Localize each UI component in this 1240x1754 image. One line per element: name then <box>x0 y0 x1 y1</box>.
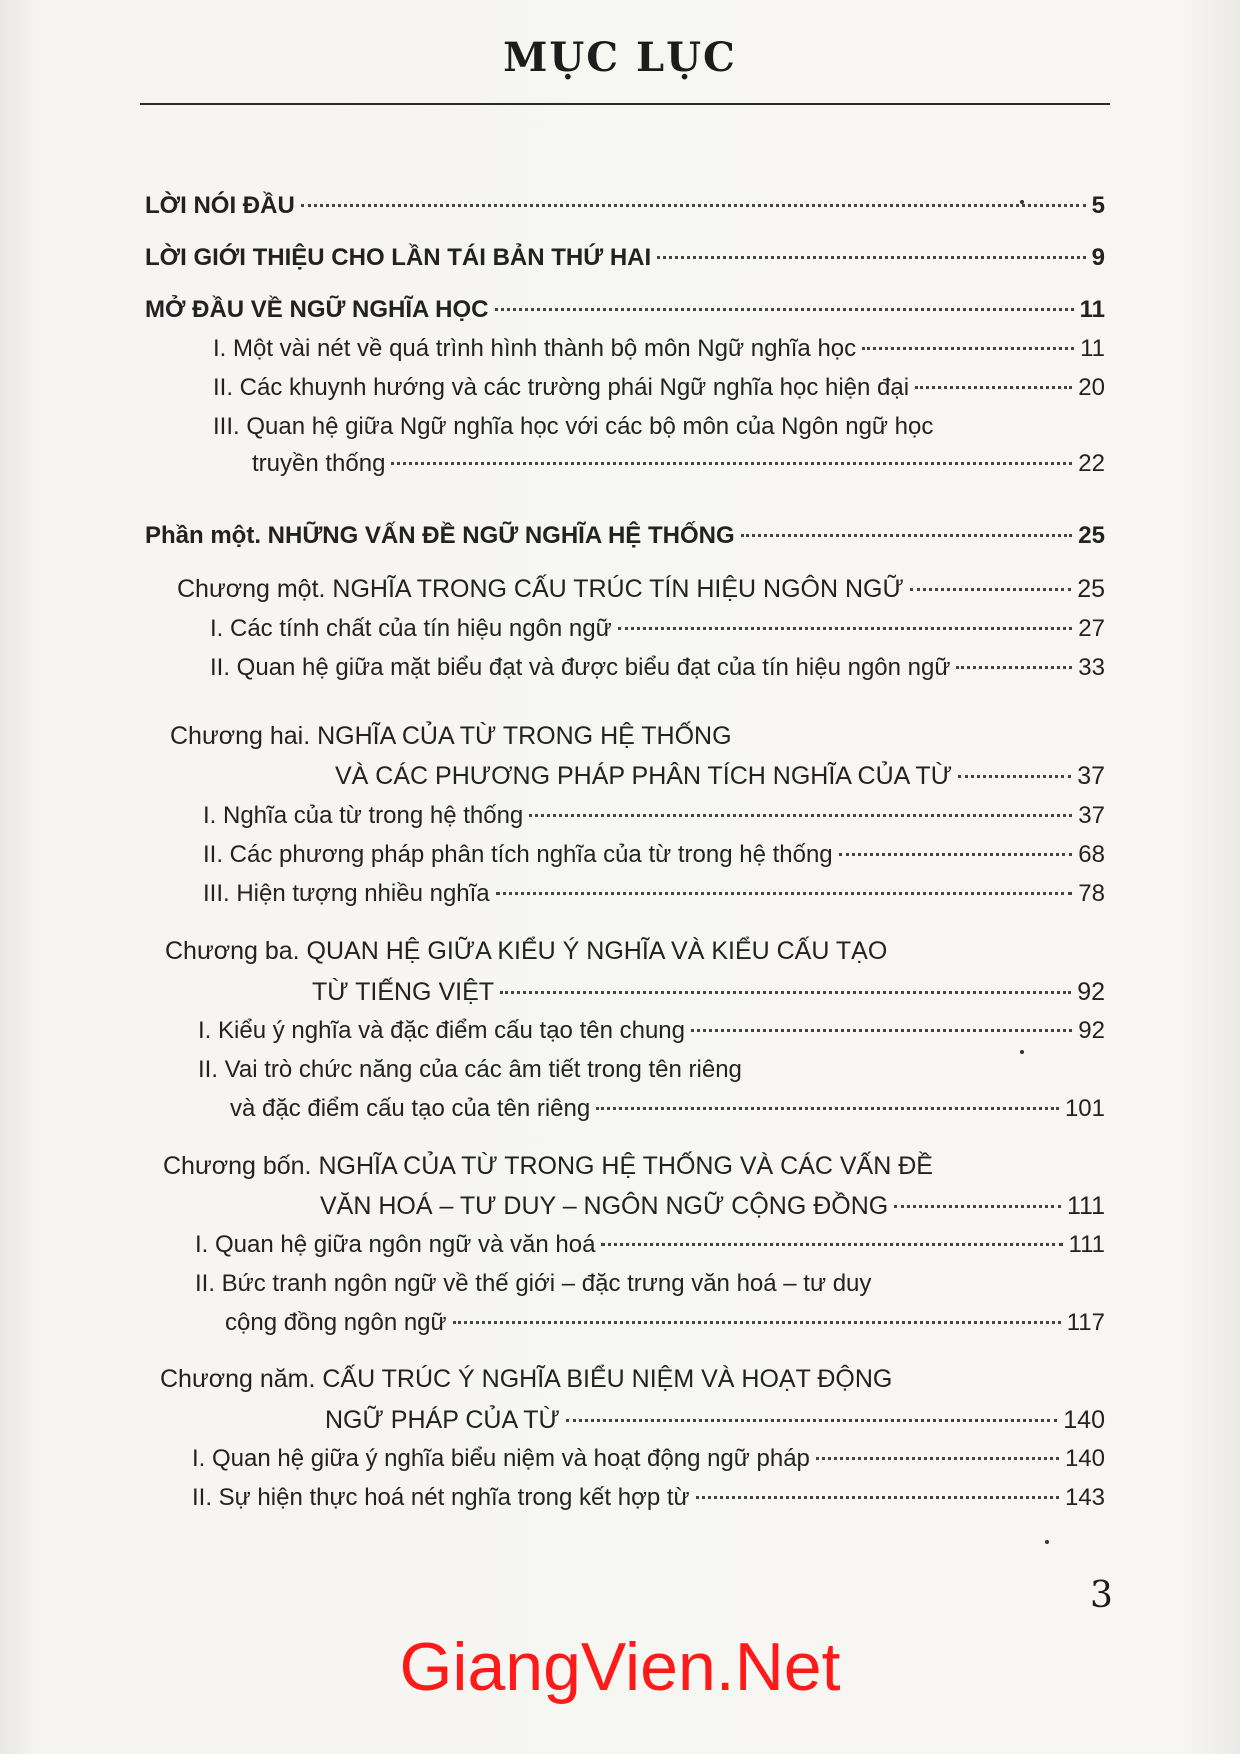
toc-entry <box>225 1309 1105 1349</box>
toc-leader <box>453 1321 1061 1324</box>
toc-leader <box>601 1243 1062 1246</box>
toc-entry-title: Chương hai. NGHĨA CỦA TỪ TRONG HỆ THỐNG <box>170 722 732 750</box>
toc-leader <box>596 1107 1059 1110</box>
toc-entry <box>203 841 1105 881</box>
toc-entry-continuation: VÀ CÁC PHƯƠNG PHÁP PHÂN TÍCH NGHĨA CỦA TỪ <box>335 762 953 790</box>
toc-entry-title: Chương năm. CẤU TRÚC Ý NGHĨA BIỂU NIỆM VÀ HOẠT ĐỘNG <box>160 1365 893 1393</box>
toc-leader <box>566 1419 1057 1422</box>
toc-page-number: 9 <box>1091 244 1105 271</box>
toc-leader <box>618 627 1073 630</box>
toc-entry-title: I. Nghĩa của từ trong hệ thống <box>203 802 524 829</box>
toc-entry-title: LỜI GIỚI THIỆU CHO LẦN TÁI BẢN THỨ HAI <box>145 244 652 271</box>
toc-entry <box>145 192 1105 232</box>
toc-page-number: 37 <box>1078 802 1105 829</box>
toc-entry-continuation: cộng đồng ngôn ngữ <box>225 1309 447 1336</box>
toc-entry-title: I. Các tính chất của tín hiệu ngôn ngữ <box>210 615 612 642</box>
toc-leader <box>500 991 1071 994</box>
toc-leader <box>657 256 1085 259</box>
toc-leader <box>741 534 1073 537</box>
toc-page-number: 11 <box>1079 296 1105 323</box>
toc-entry-title: I. Một vài nét về quá trình hình thành bộ môn Ngữ nghĩa học <box>213 335 857 362</box>
toc-leader <box>915 386 1072 389</box>
toc-page-number: 143 <box>1064 1484 1105 1511</box>
toc-entry <box>145 522 1105 562</box>
toc-entry-continuation: VĂN HOÁ – TƯ DUY – NGÔN NGỮ CỘNG ĐỒNG <box>320 1192 889 1220</box>
toc-page-number: 140 <box>1063 1406 1105 1434</box>
toc-entry <box>195 1231 1105 1271</box>
toc-entry-title: Chương một. NGHĨA TRONG CẤU TRÚC TÍN HIỆU NGÔN NGỮ <box>177 575 904 603</box>
toc-entry <box>145 296 1105 336</box>
toc-page-number: 101 <box>1064 1095 1105 1122</box>
toc-leader <box>495 308 1074 311</box>
scan-speck <box>1020 200 1024 204</box>
toc-page-number: 140 <box>1064 1445 1105 1472</box>
toc-entry-title: II. Các phương pháp phân tích nghĩa của từ trong hệ thống <box>203 841 833 868</box>
toc-entry-title: II. Vai trò chức năng của các âm tiết trong tên riêng <box>198 1056 742 1083</box>
toc-page-number: 117 <box>1066 1309 1105 1336</box>
toc-page-number: 111 <box>1068 1231 1105 1258</box>
toc-entry <box>312 978 1105 1018</box>
page-title: MỤC LỤC <box>503 34 737 81</box>
toc-entry <box>213 374 1105 414</box>
toc-page-number: 33 <box>1078 654 1105 681</box>
toc-entry-title: I. Quan hệ giữa ý nghĩa biểu niệm và hoạt động ngữ pháp <box>192 1445 810 1472</box>
scan-speck <box>1045 1540 1049 1544</box>
toc-entry <box>145 244 1105 284</box>
toc-page-number: 37 <box>1077 762 1105 790</box>
toc-page-number: 25 <box>1078 522 1105 549</box>
toc-page-number: 25 <box>1077 575 1105 603</box>
toc-entry-title: II. Sự hiện thực hoá nét nghĩa trong kết hợp từ <box>192 1484 690 1511</box>
toc-page-number: 92 <box>1077 978 1105 1006</box>
toc-entry-continuation: truyền thống <box>252 450 386 477</box>
toc-entry <box>325 1406 1105 1446</box>
page-number: 3 <box>1090 1575 1113 1616</box>
toc-entry <box>177 575 1105 615</box>
toc-entry <box>335 762 1105 802</box>
toc-entry-title: LỜI NÓI ĐẦU <box>145 192 295 219</box>
toc-leader <box>691 1029 1072 1032</box>
toc-entry-continuation: NGỮ PHÁP CỦA TỪ <box>325 1406 560 1434</box>
toc-entry <box>203 802 1105 842</box>
toc-leader <box>839 853 1073 856</box>
toc-page-number: 78 <box>1078 880 1105 907</box>
toc-entry-title: I. Kiểu ý nghĩa và đặc điểm cấu tạo tên chung <box>198 1017 685 1044</box>
toc-page-number: 22 <box>1078 450 1105 477</box>
toc-entry-title: II. Các khuynh hướng và các trường phái Ngữ nghĩa học hiện đại <box>213 374 910 401</box>
toc-entry-title: III. Hiện tượng nhiều nghĩa <box>203 880 490 907</box>
toc-leader <box>696 1496 1059 1499</box>
toc-entry <box>192 1484 1105 1524</box>
toc-entry-continuation: TỪ TIẾNG VIỆT <box>312 978 495 1006</box>
toc-page-number: 27 <box>1078 615 1105 642</box>
toc-entry-title: MỞ ĐẦU VỀ NGỮ NGHĨA HỌC <box>145 296 489 323</box>
toc-entry <box>192 1445 1105 1485</box>
toc-entry <box>252 450 1105 490</box>
toc-page-number: 20 <box>1078 374 1105 401</box>
toc-entry <box>230 1095 1105 1135</box>
toc-leader <box>529 814 1072 817</box>
toc-entry <box>213 335 1105 375</box>
toc-entry-title: Chương bốn. NGHĨA CỦA TỪ TRONG HỆ THỐNG VÀ CÁC VẤN ĐỀ <box>163 1152 933 1180</box>
toc-leader <box>956 666 1072 669</box>
toc-leader <box>862 347 1074 350</box>
toc-page-number: 11 <box>1080 335 1105 362</box>
toc-entry <box>198 1017 1105 1057</box>
toc-entry <box>210 615 1105 655</box>
toc-entry <box>203 880 1105 920</box>
toc-entry-continuation: và đặc điểm cấu tạo của tên riêng <box>230 1095 591 1122</box>
watermark-text: GiangVien.Net <box>399 1629 841 1705</box>
title-rule <box>140 103 1110 105</box>
toc-page-number: 111 <box>1066 1192 1105 1220</box>
toc-page-number: 5 <box>1091 192 1105 219</box>
toc-entry-title: II. Bức tranh ngôn ngữ về thế giới – đặc trưng văn hoá – tư duy <box>195 1270 872 1297</box>
toc-entry-title: III. Quan hệ giữa Ngữ nghĩa học với các bộ môn của Ngôn ngữ học <box>213 413 934 440</box>
toc-leader <box>816 1457 1059 1460</box>
toc-entry-title: Chương ba. QUAN HỆ GIỮA KIỂU Ý NGHĨA VÀ KIỂU CẤU TẠO <box>165 937 888 965</box>
toc-leader <box>894 1205 1061 1208</box>
toc-entry-title: II. Quan hệ giữa mặt biểu đạt và được biểu đạt của tín hiệu ngôn ngữ <box>210 654 951 681</box>
toc-leader <box>910 588 1071 591</box>
toc-entry <box>320 1192 1105 1232</box>
toc-page-number: 68 <box>1078 841 1105 868</box>
toc-entry <box>210 654 1105 694</box>
toc-entry-title: Phần một. NHỮNG VẤN ĐỀ NGỮ NGHĨA HỆ THỐNG <box>145 522 735 549</box>
toc-leader <box>301 204 1086 207</box>
toc-entry-title: I. Quan hệ giữa ngôn ngữ và văn hoá <box>195 1231 596 1258</box>
toc-leader <box>496 892 1073 895</box>
toc-leader <box>958 775 1071 778</box>
scan-speck <box>1020 1050 1024 1054</box>
toc-page-number: 92 <box>1078 1017 1105 1044</box>
toc-leader <box>391 462 1072 465</box>
